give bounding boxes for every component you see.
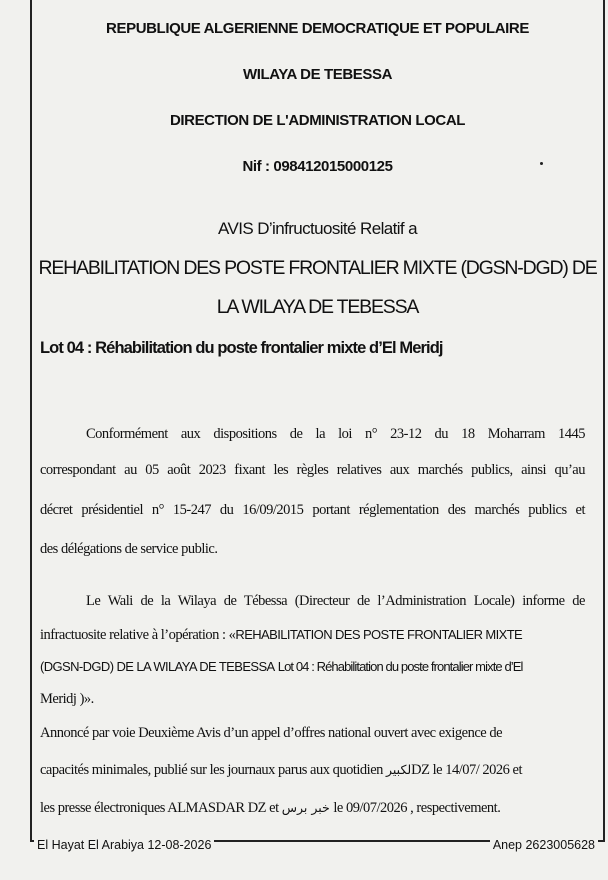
paragraph2-line1: Le Wali de la Wilaya de Tébessa (Directeur de l’Administration Locale) informe de: [86, 593, 585, 609]
republic-header: REPUBLIQUE ALGERIENNE DEMOCRATIQUE ET POPULAIRE: [106, 20, 529, 37]
paragraph1-line4: des délégations de service public.: [40, 541, 218, 557]
operation-title-line1: REHABILITATION DES POSTE FRONTALIER MIXTE (DGSN-DGD) DE: [38, 257, 597, 279]
stray-dot: [540, 162, 543, 165]
lot-line: Lot 04 : Réhabilitation du poste frontalier mixte d’El Meridj: [40, 339, 443, 357]
paragraph2-line2-a: infractuosite relative à l’opération : «: [40, 627, 236, 643]
paragraph3-line2-b: DZ le 14/07/ 2026 et: [411, 762, 522, 778]
paragraph1-line1: Conformément aux dispositions de la loi n° 23-12 du 18 Moharram 1445: [86, 426, 585, 442]
paragraph3-line3-a: les presse électroniques ALMASDAR DZ et: [40, 800, 279, 816]
wilaya-header: WILAYA DE TEBESSA: [242, 66, 393, 83]
paragraph2-line3-a: (DGSN-DGD) DE LA WILAYA DE TEBESSA: [40, 659, 275, 674]
arabic-newspaper-name: لكبير: [386, 762, 412, 777]
paragraph3-line3: [40, 800, 500, 817]
operation-title-line2: LA WILAYA DE TEBESSA: [216, 296, 419, 318]
paragraph2-line3-b: Lot 04 : Réhabilitation du poste frontalier mixte d’El: [277, 659, 523, 674]
paragraph3-line2: [40, 762, 522, 779]
paragraph2-line2-b: REHABILITATION DES POSTE FRONTALIER MIXTE: [235, 627, 523, 642]
avis-title: AVIS D’infructuosité Relatif a: [218, 219, 417, 238]
paragraph3-line2-a: capacités minimales, publié sur les journaux parus aux quotidien: [40, 762, 383, 778]
paragraph1-line3: décret présidentiel n° 15-247 du 16/09/2015 portant réglementation des marchés publics et: [40, 502, 585, 518]
paragraph2-line3: [40, 659, 523, 676]
arabic-press-name: خبر برس: [281, 800, 330, 815]
paragraph3-line3-b: le 09/07/2026 , respectivement.: [333, 800, 501, 816]
footer-anep: Anep 2623005628: [490, 838, 598, 852]
direction-header: DIRECTION DE L'ADMINISTRATION LOCAL: [169, 112, 466, 129]
paragraph3-line1: Annoncé par voie Deuxième Avis d’un appel d’offres national ouvert avec exigence de: [40, 725, 503, 741]
paragraph2-line4: Meridj )».: [40, 691, 94, 707]
paragraph1-line2: correspondant au 05 août 2023 fixant les règles relatives aux marchés publics, ainsi qu’au: [40, 462, 585, 478]
paragraph2-line2: [40, 627, 522, 644]
footer-newspaper: El Hayat El Arabiya 12-08-2026: [34, 838, 214, 852]
nif-number: Nif : 098412015000125: [242, 158, 393, 175]
